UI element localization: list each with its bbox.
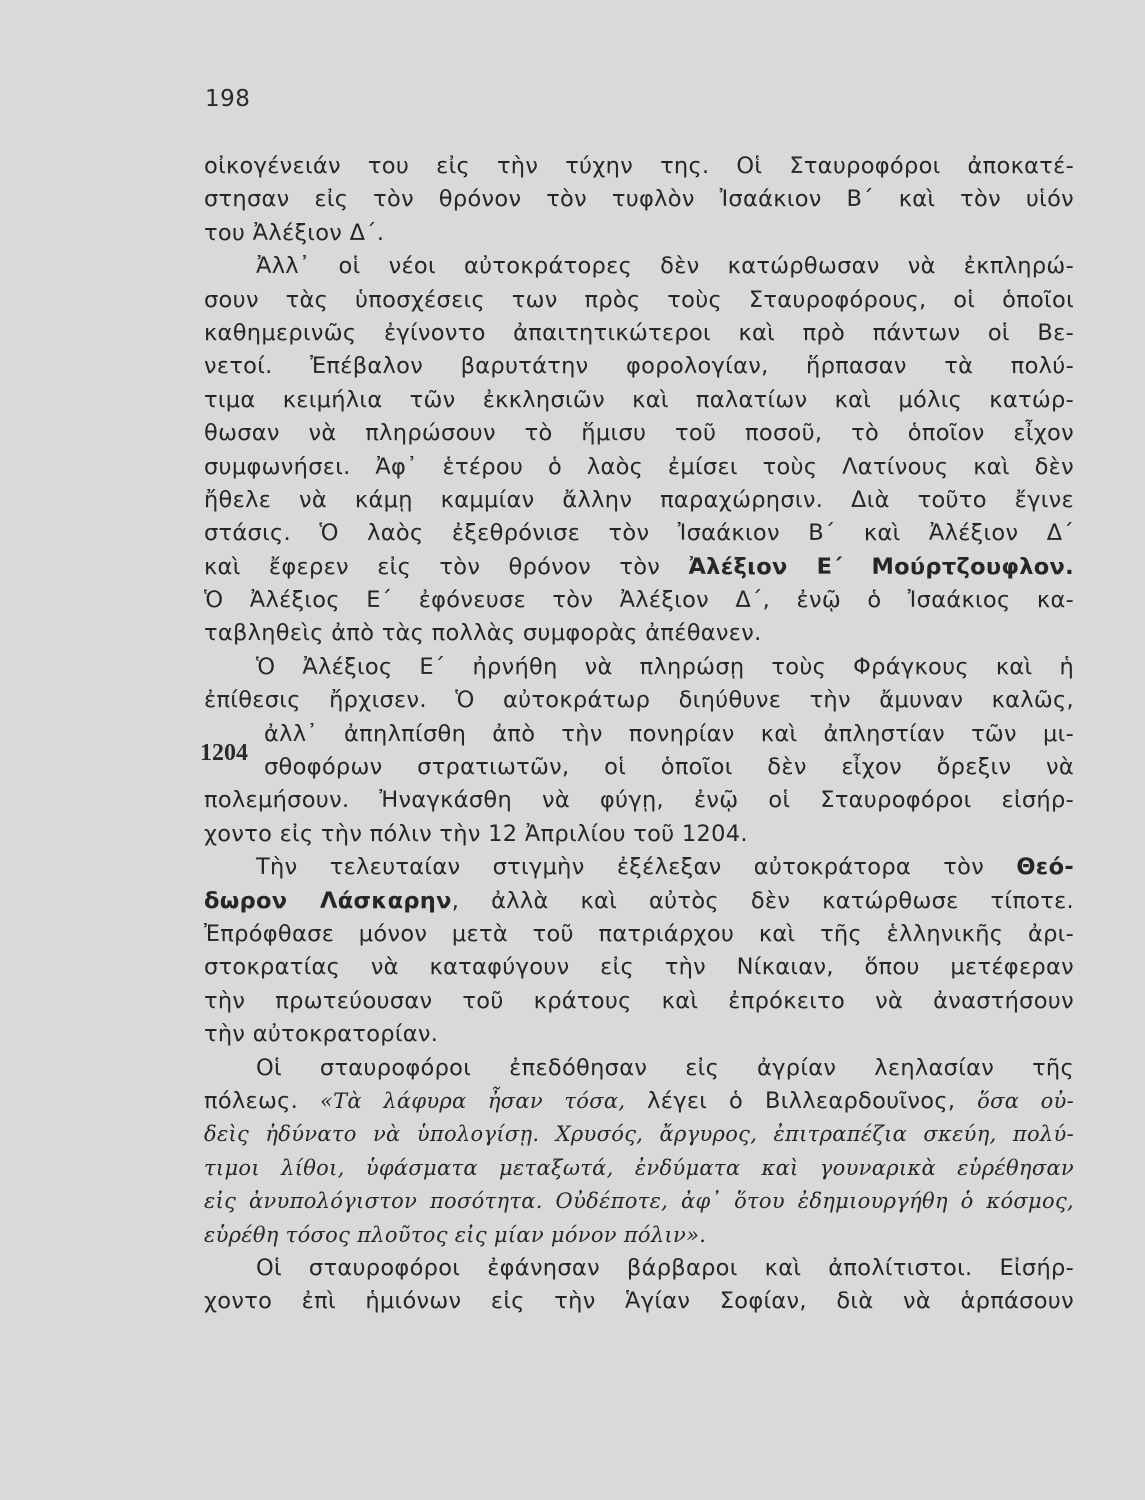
text-line-34: Οἱ σταυροφόροι ἐφάνησαν βάρβαροι καὶ ἀπολίτιστοι. Εἰσήρ- [256,1254,1074,1281]
text-line-20: πολεμήσουν. Ἠναγκάσθη νὰ φύγῃ, ἐνῷ οἱ Σταυροφόροι εἰσήρ- [204,787,1074,814]
text-line-21: χοντο εἰς τὴν πόλιν τὴν 12 Ἀπριλίου τοῦ 1204. [204,820,748,847]
text-line-17: ἐπίθεσις ἤρχισεν. Ὁ αὐτοκράτωρ διηύθυνε τὴν ἄμυναν καλῶς, [204,687,1074,714]
text-line-27: τὴν αὐτοκρατορίαν. [204,1021,439,1048]
text-line-10: συμφωνήσει. Ἀφ᾽ ἑτέρου ὁ λαὸς ἐμίσει τοὺς Λατίνους καὶ δὲν [204,453,1074,480]
text-line-5: σουν τὰς ὑποσχέσεις των πρὸς τοὺς Σταυροφόρους, οἱ ὁποῖοι [204,286,1074,313]
text-line-13: καὶ ἔφερεν εἰς τὸν θρόνον τὸν Ἀλέξιον Ε΄ Μούρτζουφλον. [204,553,1074,580]
text-line-33: εὑρέθη τόσος πλοῦτος εἰς μίαν μόνον πόλιν». [204,1222,707,1247]
text-line-4: Ἀλλ᾽ οἱ νέοι αὐτοκράτορες δὲν κατώρθωσαν νὰ ἐκπληρώ- [256,253,1074,280]
text-line-19: σθοφόρων στρατιωτῶν, οἱ ὁποῖοι δὲν εἶχον ὄρεξιν νὰ [264,754,1074,781]
page-number: 198 [205,86,251,112]
text-line-14: Ὁ Ἀλέξιος Ε΄ ἐφόνευσε τὸν Ἀλέξιον Δ΄, ἐνῷ ὁ Ἰσαάκιος κα- [204,587,1074,614]
text-line-6: καθημερινῶς ἐγίνοντο ἀπαιτητικώτεροι καὶ πρὸ πάντων οἱ Βε- [204,319,1074,346]
body-text [204,150,1074,1319]
text-line-8: τιμα κειμήλια τῶν ἐκκλησιῶν καὶ παλατίων καὶ μόλις κατώρ- [204,386,1074,413]
text-line-2: στησαν εἰς τὸν θρόνον τὸν τυφλὸν Ἰσαάκιον Β΄ καὶ τὸν υἱόν [204,186,1074,213]
text-line-3: του Ἀλέξιον Δ΄. [204,219,385,246]
text-line-25: στοκρατίας νὰ καταφύγουν εἰς τὴν Νίκαιαν, ὅπου μετέφεραν [204,954,1074,981]
text-line-32: εἰς ἀνυπολόγιστον ποσότητα. Οὐδέποτε, ἀφ᾽ ὅτου ἐδημιουργήθη ὁ κόσμος, [204,1189,1074,1214]
text-line-15: ταβληθεὶς ἀπὸ τὰς πολλὰς συμφορὰς ἀπέθανεν. [204,620,762,647]
text-line-31: τιμοι λίθοι, ὑφάσματα μεταξωτά, ἐνδύματα καὶ γουναρικὰ εὑρέθησαν [204,1155,1074,1180]
text-line-30: δεὶς ἠδύνατο νὰ ὑπολογίσῃ. Χρυσός, ἄργυρος, ἐπιτραπέζια σκεύη, πολύ- [204,1122,1074,1147]
text-line-1: οἰκογένειάν του εἰς τὴν τύχην της. Οἱ Σταυροφόροι ἀποκατέ- [204,153,1074,179]
text-line-16: Ὁ Ἀλέξιος Ε΄ ἠρνήθη νὰ πληρώσῃ τοὺς Φράγκους καὶ ἡ [256,653,1074,680]
text-line-29: πόλεως. «Τὰ λάφυρα ἦσαν τόσα, λέγει ὁ Βιλλεαρδουῖνος, ὅσα οὐ- [204,1087,1074,1114]
text-line-26: τὴν πρωτεύουσαν τοῦ κράτους καὶ ἐπρόκειτο νὰ ἀναστήσουν [204,987,1074,1014]
text-line-12: στάσις. Ὁ λαὸς ἐξεθρόνισε τὸν Ἰσαάκιον Β΄ καὶ Ἀλέξιον Δ΄ [204,520,1074,547]
text-line-22: Τὴν τελευταίαν στιγμὴν ἐξέλεξαν αὐτοκράτορα τὸν Θεό- [256,854,1074,881]
text-line-23: δωρον Λάσκαρην, ἀλλὰ καὶ αὐτὸς δὲν κατώρθωσε τίποτε. [204,887,1074,914]
text-line-9: θωσαν νὰ πληρώσουν τὸ ἥμισυ τοῦ ποσοῦ, τὸ ὁποῖον εἶχον [204,420,1074,447]
text-line-24: Ἐπρόφθασε μόνον μετὰ τοῦ πατριάρχου καὶ τῆς ἑλληνικῆς ἀρι- [204,920,1074,947]
margin-year-note: 1204 [200,740,248,766]
text-line-35: χοντο ἐπὶ ἡμιόνων εἰς τὴν Ἁγίαν Σοφίαν, διὰ νὰ ἁρπάσουν [204,1288,1074,1315]
text-line-11: ἤθελε νὰ κάμῃ καμμίαν ἄλλην παραχώρησιν. Διὰ τοῦτο ἔγινε [204,486,1074,513]
text-line-28: Οἱ σταυροφόροι ἐπεδόθησαν εἰς ἀγρίαν λεηλασίαν τῆς [256,1054,1074,1081]
text-line-7: νετοί. Ἐπέβαλον βαρυτάτην φορολογίαν, ἥρπασαν τὰ πολύ- [204,353,1074,380]
text-line-18: ἀλλ᾽ ἀπηλπίσθη ἀπὸ τὴν πονηρίαν καὶ ἀπληστίαν τῶν μι- [264,720,1074,747]
